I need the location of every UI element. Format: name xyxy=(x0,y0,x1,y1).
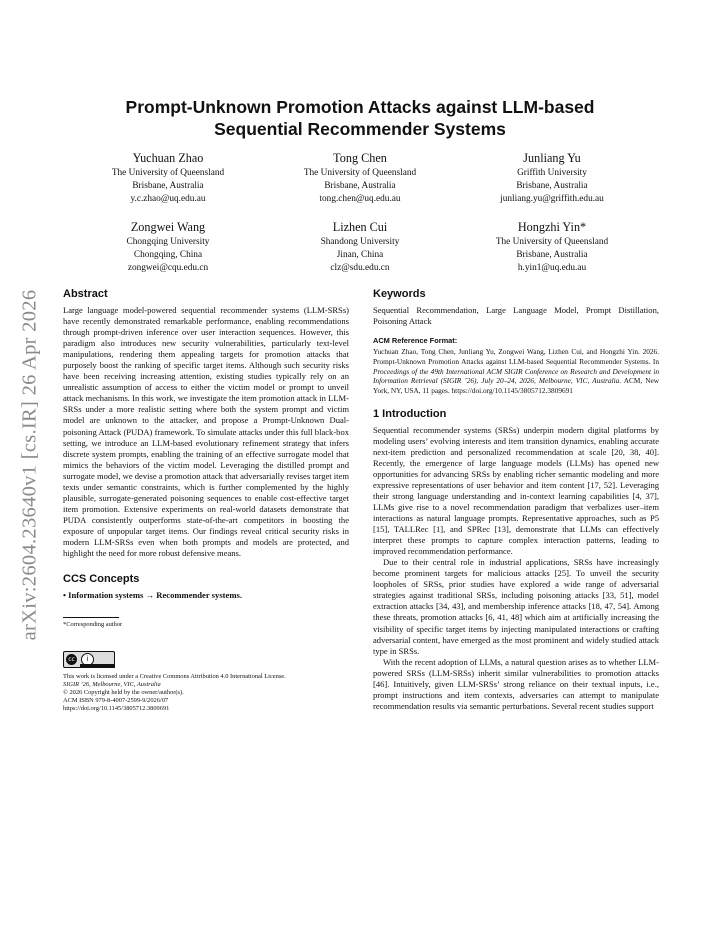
cc-by-badge[interactable] xyxy=(63,651,115,668)
author-2: Tong Chen The University of Queensland Brisbane, Australia tong.chen@uq.edu.au xyxy=(260,151,460,205)
author-email[interactable]: h.yin1@uq.edu.au xyxy=(517,262,587,273)
corresponding-footnote: *Corresponding author xyxy=(63,621,123,629)
author-6: Hongzhi Yin* The University of Queensland Brisbane, Australia h.yin1@uq.edu.au xyxy=(452,220,652,274)
author-5: Lizhen Cui Shandong University Jinan, China clz@sdu.edu.cn xyxy=(260,220,460,274)
keywords-heading: Keywords xyxy=(373,288,426,300)
attribution-icon: i xyxy=(81,653,94,666)
author-email[interactable]: tong.chen@uq.edu.au xyxy=(319,193,401,204)
abstract-heading: Abstract xyxy=(63,288,108,300)
paper-title xyxy=(60,96,660,140)
keywords-text: Sequential Recommendation, Large Language Model, Prompt Distillation, Poisoning Attack xyxy=(373,305,659,327)
author-email[interactable]: junliang.yu@griffith.edu.au xyxy=(500,193,604,204)
intro-paragraph-2: Due to their central role in industrial applications, SRSs have increasingly become prominent targets for malicious attacks [25]. To unveil the security loopholes of SRSs, prior studies have explored a wide range of adversarial strategies against traditional SRSs, including poisoning attacks [33, 51], model extraction attacks [34, 43], and membership inference attacks [18, 47, 54]. Among these threats, promotion attacks [6, 41, 48] which aim at artificially increasing the visibility of specific target items by injecting manipulated interactions or crafting adversarial content, have emerged as the most prominent and widely studied attack type in SRSs. xyxy=(373,557,659,656)
author-4: Zongwei Wang Chongqing University Chongqing, China zongwei@cqu.edu.cn xyxy=(68,220,268,274)
cc-icon: cc xyxy=(66,654,77,665)
right-column xyxy=(373,288,659,712)
author-email[interactable]: zongwei@cqu.edu.cn xyxy=(127,262,209,273)
intro-paragraph-1: Sequential recommender systems (SRSs) underpin modern digital platforms by modeling users’ evolving interests and item transition dynamics, enabling accurate next-item prediction and personalized recommendation at scale [20, 38, 40]. Recently, the emergence of large language models (LLMs) has opened new opportunities for advancing SRSs by enabling richer semantic modeling and more expressive representations of user behavior and item content [17, 52]. Leveraging their strong language understanding and in-context learning capabilities [4, 37], LLMs give rise to a novel recommendation paradigm that verbalizes user–item interactions as natural language prompts. Representative approaches, such as P5 [15], TALLRec [1], and SPRec [13], demonstrate that LLMs can effectively interpret these prompts to capture complex interaction patterns, leading to improved recommendation performance. xyxy=(373,424,659,557)
introduction-heading: 1 Introduction xyxy=(373,407,447,420)
abstract-text: Large language model-powered sequential recommender systems (LLM-SRSs) have recently demonstrated remarkable performance, enabling recommendations through prompt-driven inference over user interaction sequences. However, this paradigm also introduces new security vulnerabilities, particularly text-level manipulations, rendering them appealing targets for promotion attacks that purposely boost the ranking of specific target items. Although such security risks have been receiving increasing attention, existing studies typically rely on an unrealistic assumption of access to either the victim model or prompt to unveil attack mechanisms. In this work, we investigate the item promotion attack in LLM-SRSs under a more realistic setting where both the system prompt and victim model are unknown to the attacker, and propose a Prompt-Unknown Dual-poisoning Attack (PUDA) framework. To simulate attacks under this full black-box setting, we introduce an LLM-based evolutionary refinement strategy that infers discrete system prompts, enabling the training of an effective surrogate model that mimics the behaviors of the victim model. Leveraging the distilled prompt and surrogate model, we devise a promotion attack that adversarially revises target item texts under semantic constraints, which is further complemented by the highly plausible, surrogate-generated poisoning sequences to enable cost-effective target item promotion. Extensive experiments on real-world datasets demonstrate that PUDA consistently outperforms state-of-the-art competitors in boosting the exposure of unpopular target items. Our findings reveal critical security risks in modern LLM-SRSs even when both prompts and models are protected, and highlight the need for more robust defensive means. xyxy=(63,305,349,559)
acm-reference-text: Yuchuan Zhao, Tong Chen, Junliang Yu, Zongwei Wang, Lizhen Cui, and Hongzhi Yin. 2026. Prompt-Unknown Promotion Attacks against LLM-based Sequential Recommender Systems. In Proceedings of the 49th International ACM SIGIR Conference on Research and Development in Information Retrieval (SIGIR ’26), July 20–24, 2026, Melbourne, VIC, Australia. ACM, New York, NY, USA, 11 pages. https://doi.org/10.1145/3805712.3809691 xyxy=(373,347,659,395)
author-1: Yuchuan Zhao The University of Queensland Brisbane, Australia y.c.zhao@uq.edu.au xyxy=(68,151,268,205)
cc-license-badge[interactable] xyxy=(63,651,349,668)
left-column xyxy=(63,288,349,713)
footnote-rule xyxy=(63,617,119,618)
author-email[interactable]: clz@sdu.edu.cn xyxy=(330,262,390,273)
license-block: This work is licensed under a Creative Commons Attribution 4.0 International License. SIGIR ’26, Melbourne, VIC, Australia © 2026 Copyright held by the owner/author(s). ACM ISBN 979-8-4007-2599-9/2026/07 https://doi.org/10.1145/3805712.3809691 xyxy=(63,673,349,713)
ccs-text: • Information systems → Recommender systems. xyxy=(63,590,242,601)
ccs-heading: CCS Concepts xyxy=(63,573,140,586)
cc-badge-strip xyxy=(80,664,115,668)
title-line-1: Prompt-Unknown Promotion Attacks against LLM-based xyxy=(125,97,595,117)
arxiv-stamp: arXiv:2604.23640v1 [cs.IR] 26 Apr 2026 xyxy=(18,289,41,641)
doi-link[interactable]: https://doi.org/10.1145/3805712.3809691 xyxy=(63,705,170,713)
title-line-2: Sequential Recommender Systems xyxy=(214,119,506,139)
author-3: Junliang Yu Griffith University Brisbane, Australia junliang.yu@griffith.edu.au xyxy=(452,151,652,205)
acm-reference-heading: ACM Reference Format: xyxy=(373,336,458,346)
author-email[interactable]: y.c.zhao@uq.edu.au xyxy=(130,193,206,204)
intro-paragraph-3: With the recent adoption of LLMs, a natural question arises as to whether LLM-powered SRSs (LLM-SRSs) inherit similar vulnerabilities to promotion attacks [46]. Intuitively, given LLM-SRSs’ strong reliance on their textual inputs, i.e., prompt instructions and item contexts, adversaries can attempt to manipulate recommendation results via semantic perturbations. Several recent studies support xyxy=(373,656,659,711)
